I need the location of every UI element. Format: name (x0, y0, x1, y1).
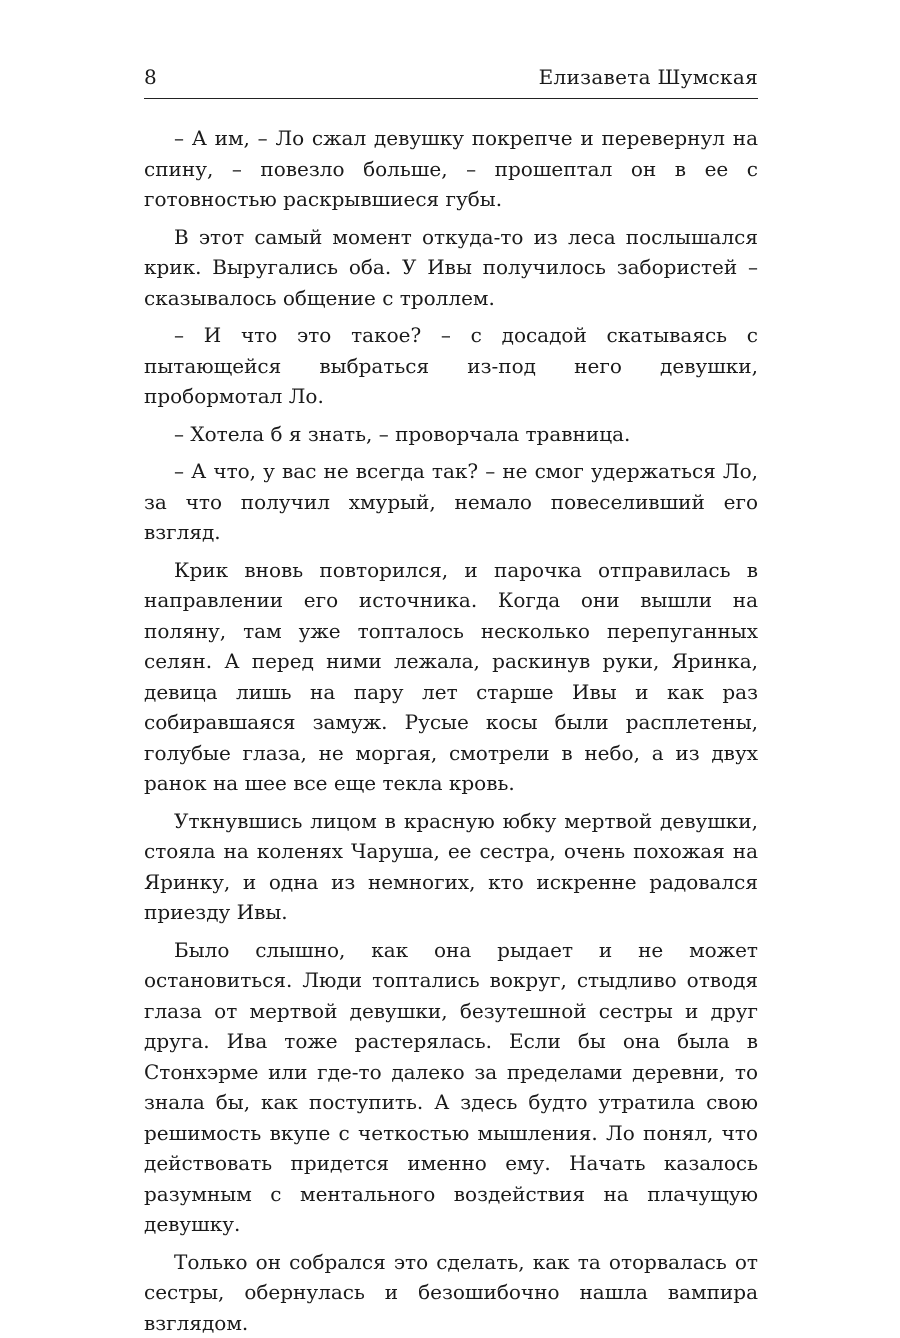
paragraph: В этот самый момент откуда-то из леса послышался крик. Выругались оба. У Ивы получилось забористей – сказывалось общение с троллем. (144, 222, 758, 314)
paragraph: Уткнувшись лицом в красную юбку мертвой девушки, стояла на коленях Чаруша, ее сестра, очень похожая на Яринку, и одна из немногих, кто искренне радовался приезду Ивы. (144, 806, 758, 928)
paragraph: Крик вновь повторился, и парочка отправилась в направлении его источника. Когда они вышли на поляну, там уже топталось несколько перепуганных селян. А перед ними лежала, раскинув руки, Яринка, девица лишь на пару лет старше Ивы и как раз собиравшаяся замуж. Русые косы были расплетены, голубые глаза, не моргая, смотрели в небо, а из двух ранок на шее все еще текла кровь. (144, 555, 758, 799)
paragraph: – А что, у вас не всегда так? – не смог удержаться Ло, за что получил хмурый, немало повеселивший его взгляд. (144, 456, 758, 548)
paragraph: – А им, – Ло сжал девушку покрепче и перевернул на спину, – повезло больше, – прошептал он в ее с готовностью раскрывшиеся губы. (144, 123, 758, 215)
paragraph: Было слышно, как она рыдает и не может остановиться. Люди топтались вокруг, стыдливо отводя глаза от мертвой девушки, безутешной сестры и друг друга. Ива тоже растерялась. Если бы она была в Стонхэрме или где-то далеко за пределами деревни, то знала бы, как поступить. А здесь будто утратила свою решимость вкупе с четкостью мышления. Ло понял, что действовать придется именно ему. Начать казалось разумным с ментального воздействия на плачущую девушку. (144, 935, 758, 1240)
page-number: 8 (144, 62, 157, 92)
running-header (144, 62, 758, 99)
paragraph: – И что это такое? – с досадой скатываясь с пытающейся выбраться из-под него девушки, пробормотал Ло. (144, 320, 758, 412)
author-name: Елизавета Шумская (539, 62, 758, 92)
body-text (144, 123, 758, 1338)
paragraph: – Хотела б я знать, – проворчала травница. (144, 419, 758, 450)
book-page (144, 62, 758, 1142)
paragraph: Только он собрался это сделать, как та оторвалась от сестры, обернулась и безошибочно нашла вампира взглядом. (144, 1247, 758, 1338)
